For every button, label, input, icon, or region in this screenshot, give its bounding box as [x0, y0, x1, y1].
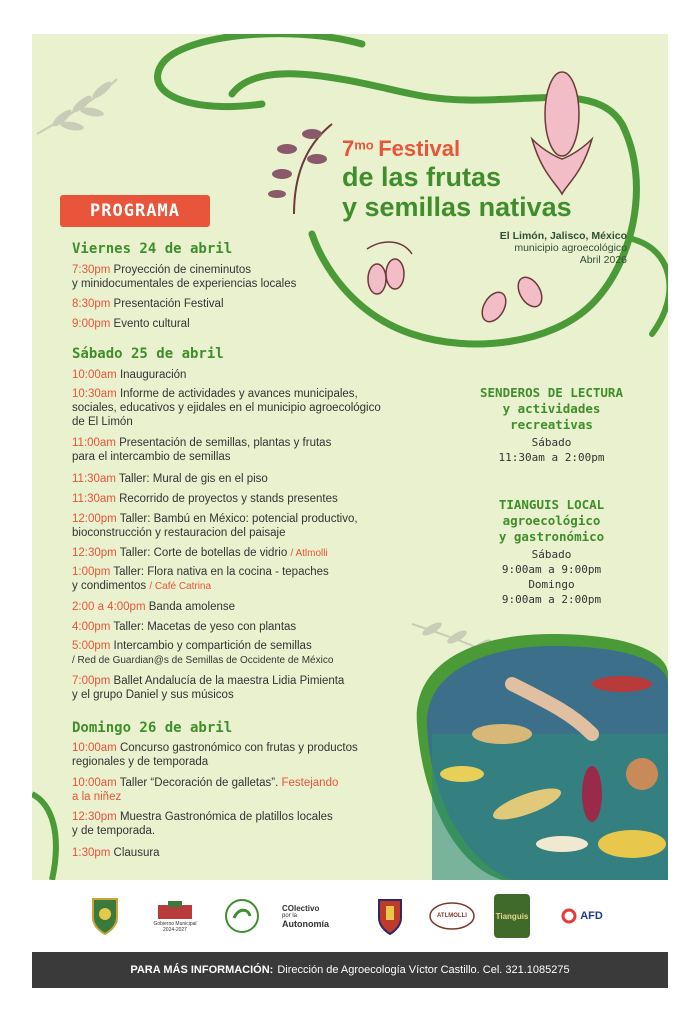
schedule-item: 4:00pm Taller: Macetas de yeso con plantas: [72, 621, 297, 633]
footer-contact: Dirección de Agroecología Víctor Castillo. Cel. 321.1085275: [277, 964, 570, 976]
schedule-item: 1:30pm Clausura: [72, 847, 160, 859]
schedule-item: 10:00am Taller “Decoración de galletas”. Festejando a la niñez: [72, 777, 339, 803]
jalisco-shield-logo: [374, 894, 406, 938]
festival-place: [452, 230, 627, 266]
schedule-item: 9:00pm Evento cultural: [72, 318, 190, 330]
agroecologia-seal-logo: [222, 894, 262, 938]
schedule-item: 12:30pm Muestra Gastronómica de platillos locales y de temporada.: [72, 811, 333, 837]
schedule-item: 8:30pm Presentación Festival: [72, 298, 224, 310]
title-festival: Festival: [378, 136, 461, 161]
afd-logo: AFD: [552, 894, 612, 938]
schedule-item: 7:00pm Ballet Andalucía de la maestra Lidia Pimienta y el grupo Daniel y sus músicos: [72, 675, 345, 701]
senderos-de-lectura: SENDEROS DE LECTURA y actividades recreativas Sábado 11:30am a 2:00pm: [480, 385, 623, 464]
day-heading-sunday: Domingo 26 de abril: [72, 720, 233, 736]
schedule-item: 10:30am Informe de actividades y avances municipales, sociales, educativos y ejidales en el municipio agroecológico de El Limón: [72, 388, 381, 428]
schedule-item: 10:00am Concurso gastronómico con frutas y productos regionales y de temporada: [72, 742, 358, 768]
schedule-item: 12:30pm Taller: Corte de botellas de vidrio / Atlmolli: [72, 547, 328, 559]
schedule-item: 2:00 a 4:00pm Banda amolense: [72, 601, 236, 613]
gobierno-municipal-logo: Gobierno Municipal 2024-2027: [150, 894, 200, 938]
colectivo-autonomia-logo: COlectivo por la Autonomía: [282, 903, 329, 929]
title-line2: de las frutas: [342, 162, 502, 192]
place-line1: El Limón, Jalisco, México: [499, 230, 627, 242]
schedule-item: 10:00am Inauguración: [72, 369, 187, 381]
title-line3: y semillas nativas: [342, 192, 572, 222]
schedule-item: 5:00pm Intercambio y compartición de semillas / Red de Guardian@s de Semillas de Occidente de México: [72, 640, 334, 666]
programa-badge: PROGRAMA: [60, 195, 210, 227]
schedule-item: 11:30am Taller: Mural de gis en el piso: [72, 473, 268, 485]
place-line3: Abril 2026: [579, 254, 627, 266]
festival-title: [342, 136, 642, 222]
schedule-item: 1:00pm Taller: Flora nativa en la cocina - tepaches y condimentos / Café Catrina: [72, 566, 329, 592]
schedule-item: 7:30pm Proyección de cineminutos y minidocumentales de experiencias locales: [72, 264, 297, 290]
schedule-item: 12:00pm Taller: Bambú en México: potencial productivo, bioconstrucción y restauracion del paisaje: [72, 513, 358, 539]
place-line2: municipio agroecológico: [514, 242, 627, 254]
tianguis-logo: Tianguis: [494, 894, 530, 938]
tianguis-local: TIANGUIS LOCAL agroecológico y gastronómico Sábado 9:00am a 9:00pm Domingo 9:00am a 2:00pm: [498, 497, 605, 606]
title-ordinal-sup: mo: [354, 137, 374, 153]
title-ordinal: 7: [342, 136, 355, 161]
sponsor-logos: [32, 880, 668, 952]
day-heading-saturday: Sábado 25 de abril: [72, 346, 224, 362]
footer-label: PARA MÁS INFORMACIÓN:: [130, 964, 274, 976]
el-limon-shield-logo: [87, 894, 123, 938]
festival-poster: [32, 34, 668, 988]
day-heading-friday: Viernes 24 de abril: [72, 241, 233, 257]
atlmolli-logo: ATLMOLLI: [427, 894, 477, 938]
schedule-item: 11:00am Presentación de semillas, plantas y frutas para el intercambio de semillas: [72, 437, 332, 463]
info-footer: [32, 952, 668, 988]
schedule-item: 11:30am Recorrido de proyectos y stands presentes: [72, 493, 338, 505]
